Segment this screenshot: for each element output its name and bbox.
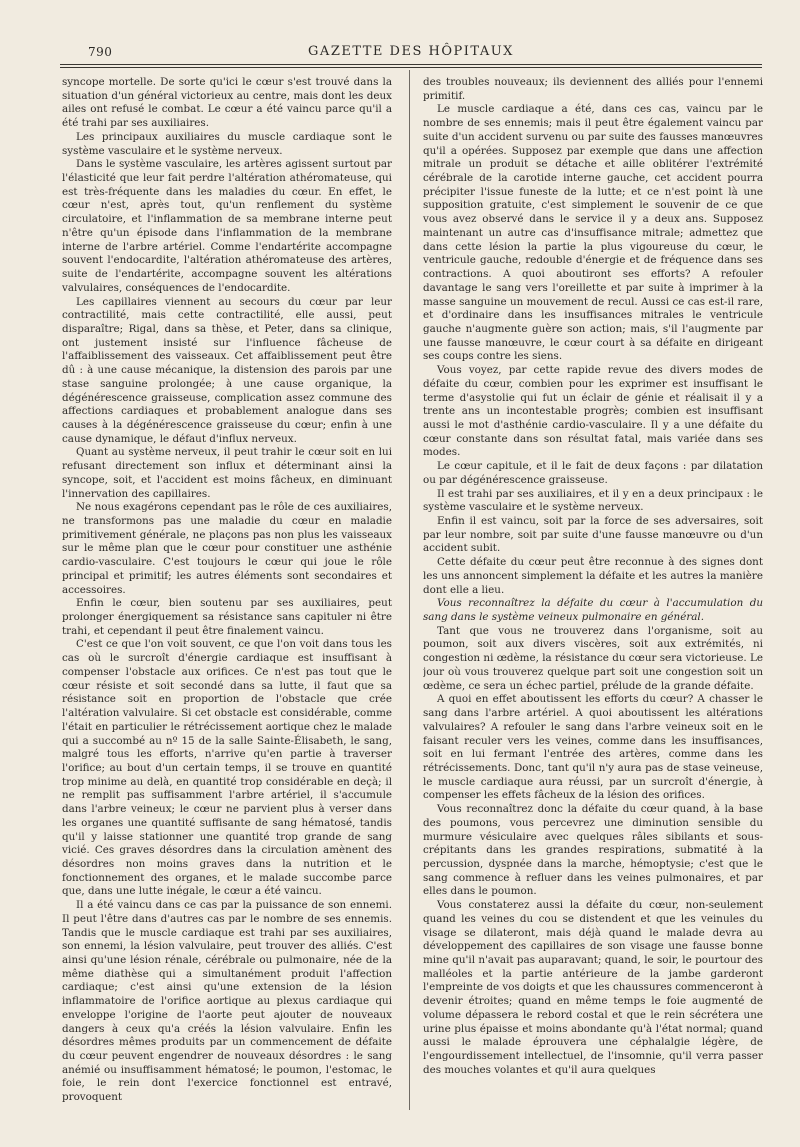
paragraph: Le muscle cardiaque a été, dans ces cas, vaincu par le nombre de ses ennemis; mais il peut être également vaincu par suite d'un accident survenu ou par suite des fausses manœuvres qu'il a opérées. Supposez par exemple que dans une affection mitrale un produit se détache et aille oblitérer l'extrémité cérébrale de la carotide interne gauche, cet accident pourra précipiter l'issue funeste de la lutte; et ce n'est point là une supposition gratuite, c'est simplement le souvenir de ce que vous avez observé dans le service il y a deux ans. Supposez maintenant un autre cas d'insuffisance mitrale; admettez que dans cette lésion la partie la plus vigoureuse du cœur, le ventricule gauche, redouble d'énergie et de fréquence dans ses contractions. A quoi aboutiront ses efforts? A refouler davantage le sang vers l'oreillette et par suite à imprimer à la masse sanguine un mouvement de recul. Aussi ce cas est-il rare, et d'ordinaire dans les insuffisances mitrales le ventricule gauche n'augmente guère son action; mais, s'il l'augmente par une fausse manœuvre, le cœur court à sa défaite en dirigeant ses coups contre les siens. [423,103,763,363]
paragraph: C'est ce que l'on voit souvent, ce que l'on voit dans tous les cas où le surcroît d'énergie cardiaque est insuffisant à compenser l'obstacle aux orifices. Ce n'est pas tout que le cœur résiste et soit secondé dans sa lutte, il faut que sa résistance soit en proportion de l'obstacle que crée l'altération valvulaire. Si cet obstacle est considérable, comme l'était en particulier le rétrécissement aortique chez le malade qui a succombé au nº 15 de la salle Sainte-Élisabeth, le sang, malgré tous les efforts, n'arrive qu'en partie à traverser l'orifice; au bout d'un certain temps, il se trouve en quantité trop minime au delà, en quantité trop considérable en deçà; il ne remplit pas suffisamment l'arbre artériel, il s'accumule dans l'arbre veineux; le cœur ne parvient plus à verser dans les organes une quantité suffisante de sang hématosé, tandis qu'il y laisse stationner une quantité trop grande de sang vicié. Ces graves désordres dans la circulation amènent des désordres non moins graves dans la nutrition et le fonctionnement des organes, et le malade succombe parce que, dans une lutte inégale, le cœur a été vaincu. [62,638,392,898]
paragraph: A quoi en effet aboutissent les efforts du cœur? A chasser le sang dans l'arbre artériel. A quoi aboutissent les altérations valvulaires? A refouler le sang dans l'arbre veineux soit en le faisant reculer vers les veines, comme dans les insuffisances, soit en lui fermant l'entrée des artères, comme dans les rétrécissements. Donc, tant qu'il n'y aura pas de stase veineuse, le muscle cardiaque aura réussi, par un surcroît d'énergie, à compenser les effets fâcheux de la lésion des orifices. [423,693,763,802]
paragraph: Les principaux auxiliaires du muscle cardiaque sont le système vasculaire et le système nerveux. [62,130,392,157]
paragraph: Cette défaite du cœur peut être reconnue à des signes dont les uns annoncent simplement la défaite et les autres la manière dont elle a lieu. [423,556,763,596]
paragraph: Ne nous exagérons cependant pas le rôle de ces auxiliaires, ne transformons pas une maladie du cœur en maladie primitivement générale, ne plaçons pas non plus les vaisseaux sur le même plan que le cœur pour constituer une asthénie cardio-vasculaire. C'est toujours le cœur qui joue le rôle principal et primitif; les autres éléments sont secondaires et accessoires. [62,501,392,596]
left-column [62,76,392,1136]
paragraph: Enfin le cœur, bien soutenu par ses auxiliaires, peut prolonger énergiquement sa résistance sans capituler ni être trahi, et cependant il peut être finalement vaincu. [62,597,392,637]
paragraph: Vous constaterez aussi la défaite du cœur, non-seulement quand les veines du cou se distendent et que les veinules du visage se dilateront, mais déjà quand le malade devra au développement des capillaires de son visage une fausse bonne mine qu'il n'avait pas auparavant; quand, le soir, le pourtour des malléoles et la partie antérieure de la jambe garderont l'empreinte de vos doigts et que les chaussures commenceront à devenir étroites; quand en même temps le foie augmenté de volume dépassera le rebord costal et que le rein sécrétera une urine plus épaisse et moins abondante qu'à l'état normal; quand aussi le malade éprouvera une céphalalgie légère, de l'engourdissement intellectuel, de l'insomnie, qu'il verra passer des mouches volantes et qu'il aura quelques [423,899,763,1076]
paragraph: Les capillaires viennent au secours du cœur par leur contractilité, mais cette contractilité, elle aussi, peut disparaître; Rigal, dans sa thèse, et Peter, dans sa clinique, ont justement insisté sur l'influence fâcheuse de l'affaiblissement des vaisseaux. Cet affaiblissement peut être dû : à une cause mécanique, la distension des parois par une stase sanguine prolongée; à une cause organique, la dégénérescence graisseuse, complication assez commune des affections cardiaques et probablement analogue dans ses causes à la dégénérescence graisseuse du cœur; enfin à une cause dynamique, le défaut d'influx nerveux. [62,295,392,445]
header-rule-top [60,64,762,65]
paragraph: des troubles nouveaux; ils deviennent des alliés pour l'ennemi primitif. [423,76,763,102]
paragraph: Tant que vous ne trouverez dans l'organisme, soit au poumon, soit aux divers viscères, soit aux extrémités, ni congestion ni œdème, la résistance du cœur sera victorieuse. Le jour où vous trouverez quelque part soit une congestion soit un œdème, ce sera un échec partiel, prélude de la grande défaite. [423,624,763,692]
paragraph: Il a été vaincu dans ce cas par la puissance de son ennemi. Il peut l'être dans d'autres cas par le nombre de ses ennemis. Tandis que le muscle cardiaque est trahi par ses auxiliaires, son ennemi, la lésion valvulaire, peut trouver des alliés. C'est ainsi qu'une lésion rénale, cérébrale ou pulmonaire, née de la même diathèse qui a simultanément produit l'affection cardiaque; c'est ainsi qu'une extension de la lésion inflammatoire de l'orifice aortique au plexus cardiaque qui enveloppe l'origine de l'aorte peut ajouter de nouveaux dangers à ceux qu'a créés la lésion valvulaire. Enfin les désordres mêmes produits par un commencement de défaite du cœur peuvent engendrer de nouveaux désordres : le sang anémié ou insuffisamment hématosé; le poumon, l'estomac, le foie, le rein dont l'exercice fonctionnel est entravé, provoquent [62,899,392,1104]
paragraph: syncope mortelle. De sorte qu'ici le cœur s'est trouvé dans la situation d'un général victorieux au centre, mais dont les deux ailes ont refusé le combat. Le cœur a été vaincu parce qu'il a été trahi par ses auxiliaires. [62,76,392,130]
paragraph: Vous voyez, par cette rapide revue des divers modes de défaite du cœur, combien pour les exprimer est insuffisant le terme d'asystolie qui fut un éclair de génie et réalisait il y a trente ans un incontestable progrès; combien est insuffisant aussi le mot d'asthénie cardio-vasculaire. Il y a une défaite du cœur constante dans son résultat fatal, mais variée dans ses modes. [423,364,763,459]
paragraph: Vous reconnaîtrez donc la défaite du cœur quand, à la base des poumons, vous percevrez une diminution sensible du murmure vésiculaire avec quelques râles sibilants et sous-crépitants dans les grandes respirations, submatité à la percussion, dyspnée dans la marche, hémoptysie; c'est que le sang commence à refluer dans les veines pulmonaires, et par elles dans le poumon. [423,803,763,898]
page-title: GAZETTE DES HÔPITAUX [308,44,514,59]
header-rule-bottom [60,67,762,68]
paragraph: Quant au système nerveux, il peut trahir le cœur soit en lui refusant directement son influx et déterminant ainsi la syncope, soit, et l'accident est moins fâcheux, en diminuant l'innervation des capillaires. [62,446,392,500]
column-divider [409,70,410,1110]
paragraph: Il est trahi par ses auxiliaires, et il y en a deux principaux : le système vasculaire et le système nerveux. [423,487,763,514]
paragraph: Dans le système vasculaire, les artères agissent surtout par l'élasticité que leur fait perdre l'altération athéromateuse, qui est très-fréquente dans les maladies du cœur. En effet, le cœur n'est, après tout, qu'un renflement du système circulatoire, et l'inflammation de sa membrane interne peut n'être qu'un épisode dans l'inflammation de la membrane interne de l'arbre artériel. Comme l'endartérite accompagne souvent l'endocardite, l'altération athéromateuse des artères, suite de l'endartérite, accompagne souvent les altérations valvulaires, conséquences de l'endocardite. [62,158,392,294]
paragraph: Enfin il est vaincu, soit par la force de ses adversaires, soit par leur nombre, soit par suite d'une fausse manœuvre ou d'un accident subit. [423,515,763,555]
italic-paragraph: Vous reconnaîtrez la défaite du cœur à l'accumulation du sang dans le système veineux pulmonaire en général. [423,597,763,624]
paragraph: Le cœur capitule, et il le fait de deux façons : par dilatation ou par dégénérescence graisseuse. [423,460,763,486]
right-column [423,76,763,1136]
page-header [62,40,760,62]
page-number: 790 [88,45,113,59]
